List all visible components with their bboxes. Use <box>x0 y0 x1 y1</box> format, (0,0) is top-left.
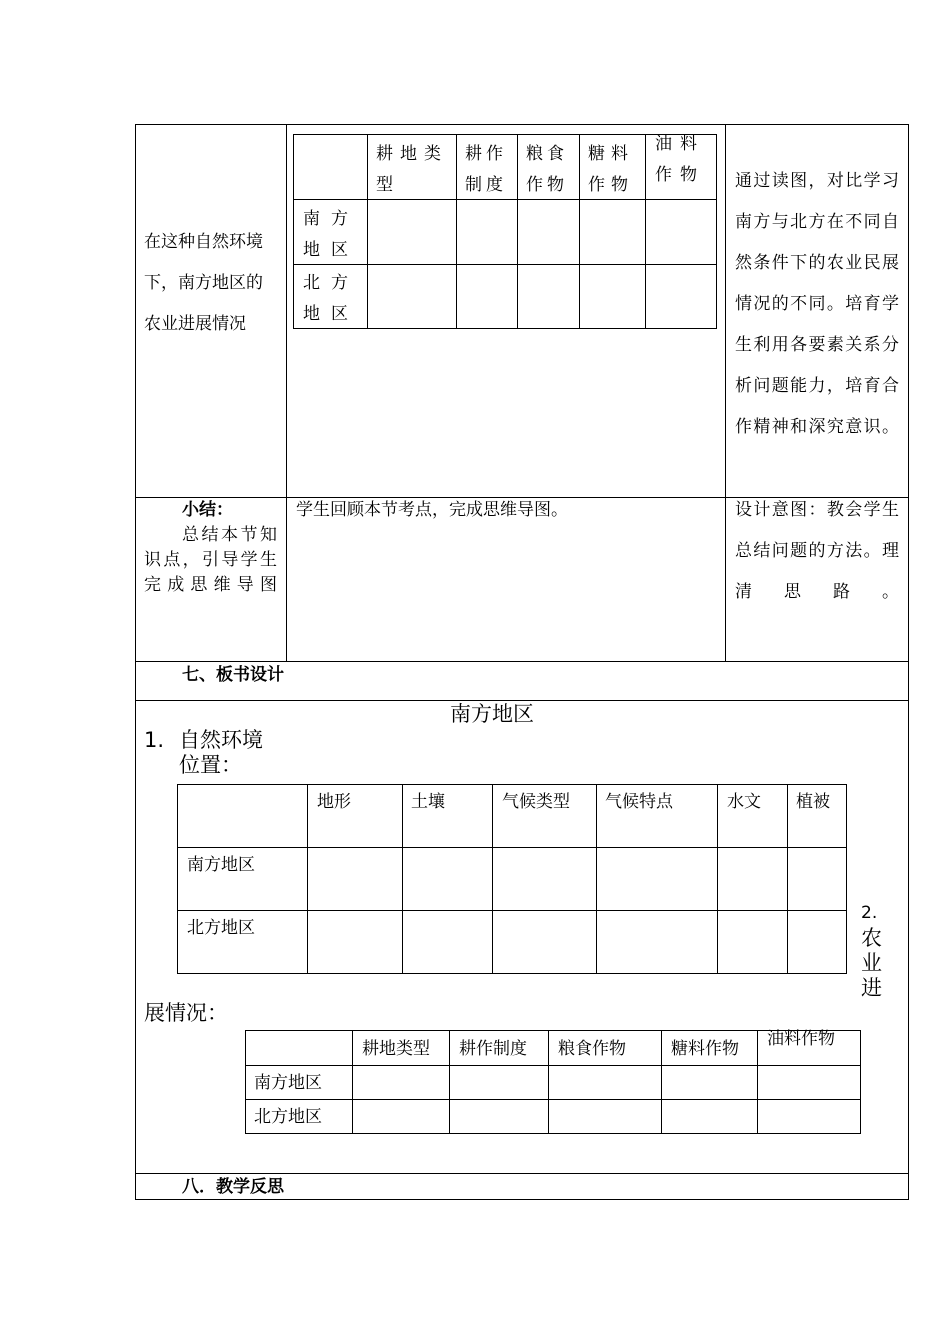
env-row-label: 南方地区 <box>187 855 255 875</box>
agri-table-line <box>245 1099 861 1100</box>
item2-number: 2. <box>861 903 878 923</box>
inner-row-label: 北方地区 <box>303 273 359 324</box>
col-divider-2 <box>725 124 726 661</box>
item2-tail: 展情况： <box>144 1001 228 1025</box>
agri-table-line <box>449 1030 450 1134</box>
item2-char: 进 <box>861 976 882 1000</box>
inner-table-line <box>517 134 518 329</box>
agri-table-line <box>548 1030 549 1134</box>
summary-title: 小结： <box>182 500 233 520</box>
env-header-cell: 气候特点 <box>605 792 673 812</box>
inner-header-cell: 耕地类型 <box>376 144 448 195</box>
section8-heading: 八．教学反思 <box>182 1177 284 1197</box>
row2-right-text: 设计意图：教会学生总结问题的方法。理清思路。 <box>735 500 899 602</box>
env-header-cell: 地形 <box>317 792 351 812</box>
env-table-line <box>596 784 597 974</box>
row1-left-text: 在这种自然环境下，南方地区的农业进展情况 <box>144 232 263 334</box>
inner-table-line <box>579 134 580 329</box>
env-table-line <box>846 784 847 974</box>
item1-number: 1. <box>144 728 165 752</box>
outer-top-border <box>135 124 909 125</box>
agri-table-line <box>352 1030 353 1134</box>
section7-heading: 七、板书设计 <box>182 665 284 685</box>
col-divider-1 <box>286 124 287 661</box>
agri-header-cell: 耕作制度 <box>459 1039 527 1059</box>
agri-table-line <box>661 1030 662 1134</box>
agri-table-line <box>245 1030 246 1134</box>
board-title: 南方地区 <box>450 702 534 726</box>
env-table-line <box>177 784 178 974</box>
env-table-line <box>717 784 718 974</box>
env-header-cell: 气候类型 <box>502 792 570 812</box>
env-table-line <box>177 847 847 848</box>
agri-table-line <box>245 1133 861 1134</box>
summary-left-text <box>144 523 278 598</box>
inner-table-line <box>367 134 368 329</box>
agri-table-line <box>245 1065 861 1066</box>
env-table-line <box>492 784 493 974</box>
env-row-label: 北方地区 <box>187 918 255 938</box>
inner-table-line <box>716 134 717 329</box>
inner-table-line <box>293 134 717 135</box>
row1-right-text: 通过读图，对比学习南方与北方在不同自然条件下的农业民展情况的不同。培育学生利用各要素关系分析问题能力，培育合作精神和深究意识。 <box>735 171 899 437</box>
divider-row2-sec7 <box>135 661 909 662</box>
env-header-cell: 土壤 <box>411 792 445 812</box>
agri-row-label: 北方地区 <box>254 1107 322 1127</box>
outer-bottom-border <box>135 1199 909 1200</box>
agri-table-line <box>860 1030 861 1134</box>
env-table-line <box>177 784 847 785</box>
env-table-line <box>177 973 847 974</box>
item2-char: 农 <box>861 926 882 950</box>
inner-header-cell: 糖料作物 <box>588 144 634 195</box>
inner-header-cell: 粮食作物 <box>526 144 568 195</box>
item1-label: 自然环境 <box>179 728 263 752</box>
env-table-line <box>402 784 403 974</box>
agri-table-line <box>757 1030 758 1134</box>
position-label: 位置： <box>179 753 242 777</box>
outer-right-border <box>908 124 909 1200</box>
divider-board-sec8 <box>135 1173 909 1174</box>
agri-header-cell: 糖料作物 <box>671 1039 739 1059</box>
env-table-line <box>177 910 847 911</box>
env-table-line <box>787 784 788 974</box>
env-header-cell: 植被 <box>796 792 830 812</box>
inner-header-cell: 油料作物 <box>655 134 705 185</box>
item2-char: 业 <box>861 951 882 975</box>
env-table-line <box>307 784 308 974</box>
inner-table-line <box>293 134 294 329</box>
agri-header-cell: 油料作物 <box>767 1029 835 1049</box>
agri-header-cell: 粮食作物 <box>558 1039 626 1059</box>
outer-left-border <box>135 124 136 1200</box>
inner-table-line <box>645 134 646 329</box>
divider-sec7-board <box>135 700 909 701</box>
agri-header-cell: 耕地类型 <box>362 1039 430 1059</box>
env-header-cell: 水文 <box>727 792 761 812</box>
inner-header-cell: 耕作制度 <box>465 144 507 195</box>
agri-row-label: 南方地区 <box>254 1073 322 1093</box>
summary-left-text-content: 总结本节知识点，引导学生完成思维导图 <box>144 525 278 595</box>
inner-table-line <box>456 134 457 329</box>
inner-row-label: 南方地区 <box>303 209 359 260</box>
row2-middle-text: 学生回顾本节考点，完成思维导图。 <box>296 500 568 520</box>
